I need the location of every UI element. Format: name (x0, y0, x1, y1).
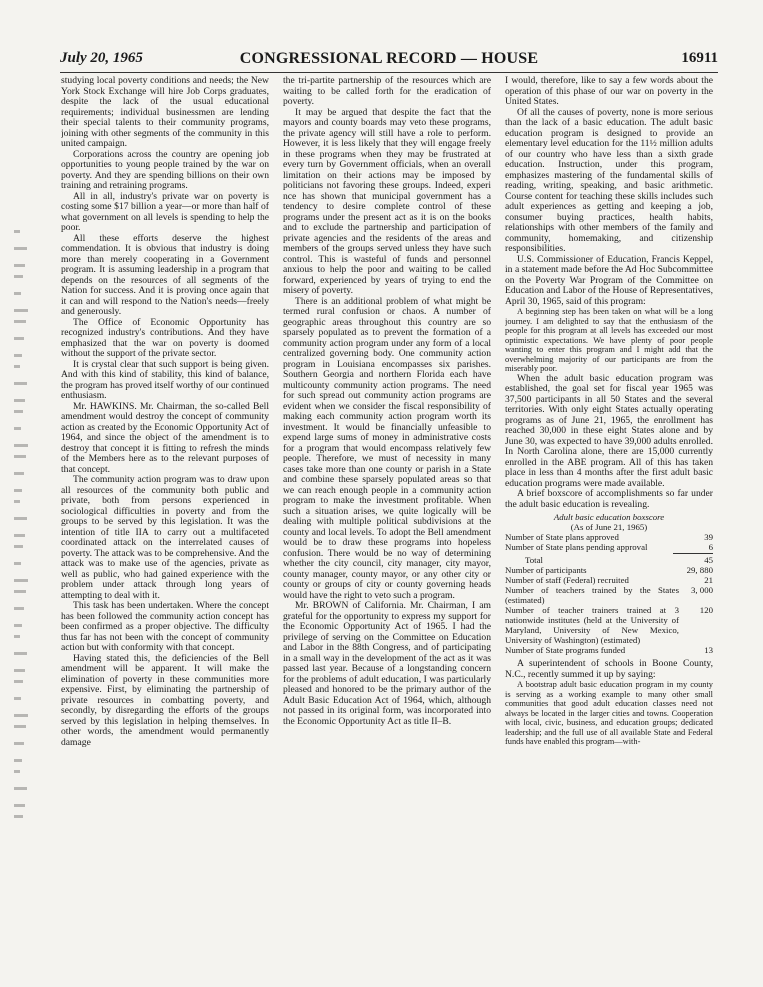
scan-mark (14, 275, 23, 278)
boxscore-value: 6 (708, 542, 713, 552)
boxscore-value: 39 (704, 532, 713, 542)
scan-mark (14, 742, 24, 745)
scan-mark (14, 697, 21, 700)
paragraph: Of all the causes of poverty, none is more serious than the lack of a basic education. The adult basic education program is designed to provide an elementary level education for the 11½ million adults of our country who have less than a sixth grade education. Instruction, under this program, emphasizes mastering of the fundamental skills of reading, writing, speaking, and basic arithmetic. Course content for teaching these skills includes such adult experiences as getting and keeping a job, consumer buying practices, health habits, relationships with other members of the family and community, homemaking, and citizenship responsibilities. (505, 106, 713, 254)
boxscore-total-rule (673, 553, 713, 554)
scan-mark (14, 714, 28, 717)
scan-mark (14, 455, 26, 458)
paragraph: It is crystal clear that such support is being given. And with this kind of stability, this kind of balance, the program has proved itself worthy of our continued enthusiasm. (61, 358, 269, 401)
boxscore-label: Number of teacher trainers trained at 3 nationwide institutes (held at the University of Maryland, University of New Mexico, University of Washington) (estimated) (505, 605, 679, 645)
page-header (60, 50, 718, 72)
boxscore-row (505, 565, 713, 575)
scan-mark (14, 410, 23, 413)
header-rule (60, 72, 718, 73)
boxscore-row (505, 645, 713, 655)
paragraph: The Office of Economic Opportunity has recognized industry's contributions. And they have emphasized that the war on poverty is doomed without the support of the private sector. (61, 316, 269, 359)
boxscore-value: 3, 000 (691, 585, 713, 595)
scan-mark (14, 635, 20, 638)
scan-mark (14, 770, 20, 773)
scan-mark (14, 292, 21, 295)
paragraph: The community action program was to draw upon all resources of the community both public and private, both from persons experienced in sociological difficulties in poverty and from the groups to be served by this legislation. It was the intention of title IIA to carry out a multifaceted coordinated attack on the interrelated causes of poverty. The attack was to be comprehensive. And the attack was to make use of the agencies, private as well as public, who had gained experience with the problem under attack through long years of attempting to deal with it. (61, 474, 269, 601)
paragraph: All in all, industry's private war on poverty is costing some $17 billion a year—or more than half of what government on all levels is spending to help the poor. (61, 190, 269, 233)
column-2 (283, 76, 491, 976)
scan-mark (14, 680, 23, 683)
paragraph: Mr. BROWN of California. Mr. Chairman, I am grateful for the opportunity to express my support for the Economic Opportunity Act of 1965. I had the privilege of serving on the Committee on Education and Labor in the 88th Congress, and of participating in a small way in the development of the act as it was passed last year. Because of a longstanding concern for the problems of adult education, I was particularly pleased and honored to be the primary author of the Adult Basic Education Act of 1964, which, although not passed in its original form, was incorporated into the Economic Opportunity Act as title II–B. (283, 600, 491, 727)
scan-mark (14, 489, 22, 492)
paragraph: I would, therefore, like to say a few words about the operation of this phase of our war on poverty in the United States. (505, 76, 713, 107)
scan-mark (14, 669, 25, 672)
scan-mark (14, 264, 25, 267)
paragraph: U.S. Commissioner of Education, Francis Keppel, in a statement made before the Ad Hoc Subcommittee on the Poverty War Program of the Committee on Education and Labor of the House of Representatives, April 30, 1965, said of this program: (505, 253, 713, 307)
scan-mark (14, 399, 25, 402)
scan-mark (14, 590, 26, 593)
paragraph: studying local poverty conditions and needs; the New York Stock Exchange will hire Job Corps graduates, despite the lack of the usual educational requirements; individual businessmen are lending their special talents to their community programs, joining with other segments of the community in this united campaign. (61, 76, 269, 149)
paragraph: A brief boxscore of accomplishments so far under the adult basic education is revealing. (505, 488, 713, 510)
scan-mark (14, 309, 28, 312)
boxscore-label: Number of State plans pending approval (505, 542, 648, 552)
scan-mark (14, 815, 23, 818)
boxscore-row (505, 542, 713, 552)
paragraph: A beginning step has been taken on what will be a long journey. I am delighted to say that the enthusiasm of the people for this program at all levels has exceeded our most optimistic expectations. We have plenty of poor people wanting to enter this program and I might add that the overwhelming majority of our participants are from the miserably poor. (505, 307, 713, 373)
boxscore-subtitle: (As of June 21, 1965) (570, 522, 648, 532)
boxscore-value: 120 (699, 605, 713, 615)
scan-mark (14, 427, 21, 430)
boxscore-rows (505, 532, 713, 655)
boxscore-value: 45 (704, 555, 713, 565)
column-1 (61, 76, 269, 976)
header-page-number: 16911 (681, 50, 718, 66)
column-3-upper (505, 76, 713, 510)
scan-mark (14, 230, 20, 233)
paragraph: When the adult basic education program was established, the goal set for fiscal year 1965 was 37,500 participants in all 50 States and the several territories. With only eight States actually operating programs as of June 21, 1965, the enrollment has reached 30,000 in these eight States alone and by June 30, was expected to have 39,000 adults enrolled. In North Carolina alone, there are 15,000 currently enrolled in the ABE program. All of this has taken place in less than 4 months after the first adult basic education programs were made available. (505, 372, 713, 489)
boxscore-row (505, 575, 713, 585)
scan-mark (14, 500, 20, 503)
boxscore-value: 21 (704, 575, 713, 585)
paragraph: Corporations across the country are opening job opportunities to young people trained by the war on poverty. And they are spending billions on their own training and retraining programs. (61, 148, 269, 191)
scan-mark (14, 534, 25, 537)
boxscore-value: 13 (704, 645, 713, 655)
scan-mark (14, 382, 27, 385)
scan-mark (14, 624, 22, 627)
paragraph: the tri-partite partnership of the resources which are waiting to be called forth for the eradication of poverty. (283, 76, 491, 107)
boxscore-label: Total (525, 555, 543, 565)
scan-mark (14, 517, 27, 520)
boxscore-label: Number of participants (505, 565, 587, 575)
paragraph: Having stated this, the deficiencies of the Bell amendment will be apparent. It will make the elimination of poverty in these communities more expensive. First, by eliminating the partnership of private resources in combatting poverty, and secondly, by disregarding the efforts of the groups served by this legislation in helping themselves. In other words, the amendment would permanently damage (61, 652, 269, 748)
paragraph: Mr. HAWKINS. Mr. Chairman, the so-called Bell amendment would destroy the concept of community action as created by the Economic Opportunity Act of 1964, and since the object of the amendment is to destroy that concept it is fitting to refresh the minds of the Members here as to the relevant purposes of that concept. (61, 400, 269, 475)
header-date: July 20, 1965 (60, 50, 143, 66)
scan-mark (14, 472, 24, 475)
paragraph: This task has been undertaken. Where the concept has been followed the community action concept has been confirmed as a proper objective. The difficulty thus far has not been with the concept of community action but with conformity with that concept. (61, 600, 269, 653)
scan-mark (14, 787, 27, 790)
scan-mark (14, 759, 22, 762)
scan-mark (14, 652, 27, 655)
column-3-lower (505, 659, 713, 747)
boxscore-value: 29, 880 (686, 565, 713, 575)
paragraph: It may be argued that despite the fact that the mayors and county boards may veto these programs, the private agency will still have a role to perform. However, it is less likely that they will engage freely in these programs when they may be frustrated at every turn by Government officials, when an overall limitation on their actions may be imposed by politicians not favoring these groups. Indeed, experi nce has shown that municipal government has a tendency to desire complete control of these programs under the present act as it is on the books and to exclude the partnership and participation of private agencies and the residents of the areas and members of the groups served unless they have such control. This is wasteful of funds and personnel anxious to help the poor and waiting to be called forward, experienced by years of trying to end the misery of poverty. (283, 106, 491, 296)
scan-mark (14, 247, 27, 250)
boxscore-label: Number of State programs funded (505, 645, 626, 655)
boxscore-label: Number of State plans approved (505, 532, 619, 542)
boxscore-label: Number of staff (Federal) recruited (505, 575, 629, 585)
boxscore-row (505, 605, 713, 645)
header-title: CONGRESSIONAL RECORD — HOUSE (239, 50, 539, 67)
boxscore-row (505, 532, 713, 542)
boxscore-table (505, 512, 713, 655)
scan-mark (14, 337, 24, 340)
scan-mark (14, 320, 26, 323)
scan-mark (14, 607, 24, 610)
boxscore-row (505, 555, 713, 565)
column-3 (505, 76, 713, 976)
paragraph: There is an additional problem of what might be termed rural confusion or chaos. A number of geographic areas throughout this country are so sparsely populated as to prevent the formation of a community action program under any form of a local centralized governing body. One community action program in Louisiana encompasses six parishes. Southern Georgia and northern Florida each have multicounty community action programs. The need for such spread out community action programs are evident when we consider the fiscal responsibility of making each community action program worth its investment. It would be financially unfeasible to expend large sums of money in administrative costs for a program that would encompass relatively few people. Therefore, we must of necessity in many cases take more than one county or parish in a State and combine these sparsely populated areas so that we can reach enough people in a community action program to make the investment profitable. When such a situation arises, we quite logically will be dealing with multiple political subdivisions at the county and local levels. To adopt the Bell amendment would be to draw these programs into hopeless confusion. There would be no way of determining whether the city council, city manager, city mayor, county manager, county mayor, or any other city or county or groups of city or county governing heads would have the right to veto such a program. (283, 295, 491, 601)
margin-scan-marks (14, 230, 30, 850)
paragraph: All these efforts deserve the highest commendation. It is obvious that industry is doing more than merely cooperating in a Government program. It is assuming leadership in a program that depends on the resources of all segments of the Nation for success. And it is proving once again that it can and will respond to the Nation's needs—freely and generously. (61, 232, 269, 317)
scan-mark (14, 579, 28, 582)
boxscore-label: Number of teachers trained by the States (estimated) (505, 585, 679, 605)
boxscore-title: Adult basic education boxscore (553, 512, 665, 522)
paragraph: A superintendent of schools in Boone County, N.C., recently summed it up by saying: (505, 658, 713, 680)
scan-mark (14, 365, 20, 368)
boxscore-row (505, 585, 713, 605)
paragraph: A bootstrap adult basic education program in my county is serving as a working example to many other small communities that good adult education classes need not always be located in the larger cities and towns. Cooperation with local, civic, business, and education groups; dedicated leadership; and the full use of all available State and Federal funds have enabled this program—with- (505, 680, 713, 746)
scan-mark (14, 562, 21, 565)
scan-mark (14, 444, 28, 447)
scan-mark (14, 545, 23, 548)
scan-mark (14, 804, 25, 807)
scan-mark (14, 725, 26, 728)
scan-mark (14, 354, 22, 357)
